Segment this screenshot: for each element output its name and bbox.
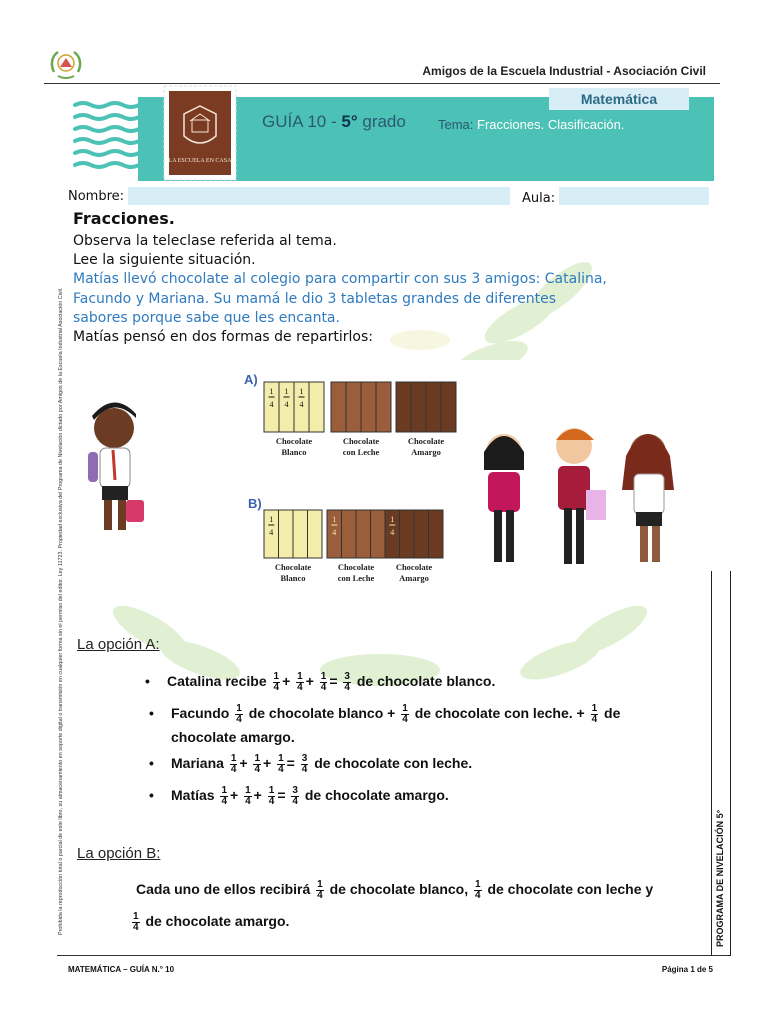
fraction-denominator: 4 [390, 528, 395, 537]
facundo-item-cont: chocolate amargo. [171, 729, 295, 745]
fraction-numerator: 1 [390, 515, 395, 524]
bar-label: Chocolate [395, 562, 433, 572]
option-a-title: La opción A: [77, 636, 160, 653]
option-b-text-cont: $\frac{1}{4}$ de chocolate amargo. [133, 911, 290, 933]
organization-name: Amigos de la Escuela Industrial - Asociación Civil [422, 64, 706, 78]
fraction-denominator: 4 [299, 400, 304, 409]
topic-label: Tema: [438, 117, 474, 132]
bar-label: Blanco [281, 447, 307, 457]
bullet: • [149, 705, 154, 721]
header-divider [44, 83, 720, 84]
story-line-3: sabores porque sabe que les encanta. [73, 310, 340, 326]
option-b-title: La opción B: [77, 845, 161, 862]
fraction-numerator: 1 [269, 515, 274, 524]
fraction-numerator: 1 [332, 515, 337, 524]
topic-text: Fracciones. Clasificación. [477, 117, 625, 132]
bar-label: Amargo [399, 573, 429, 583]
chocolate-figure [66, 360, 706, 592]
stamp-text: LA ESCUELA EN CASA [168, 158, 232, 164]
instruction-3: Matías pensó en dos formas de repartirlos: [73, 329, 373, 345]
school-logo [48, 50, 84, 80]
option-a-bars [264, 382, 456, 457]
aula-label: Aula: [522, 191, 556, 206]
bar-label: con Leche [342, 447, 380, 457]
section-heading: Fracciones. [73, 209, 175, 228]
topic [438, 117, 624, 132]
bullet: • [149, 787, 154, 803]
catalina-item: • Catalina recibe $\frac{1}{4}$ + $\frac{1}{4}$ + $\frac{1}{4}$ = $\frac{3}{4}$ de chocolate blanco. [145, 671, 496, 693]
footer-divider [57, 955, 727, 956]
guide-title: GUÍA 10 - 5° grado [262, 112, 406, 131]
footer-left: MATEMÁTICA – GUÍA N.° 10 [68, 965, 175, 974]
fraction-numerator: 1 [284, 387, 289, 396]
option-a-label: A) [244, 372, 258, 387]
bar-label: con Leche [337, 573, 375, 583]
friends-illustration [484, 428, 674, 564]
bullet: • [149, 755, 154, 771]
fraction-denominator: 4 [269, 400, 274, 409]
page-number: Página 1 de 5 [661, 965, 713, 974]
instruction-1: Observa la teleclase referida al tema. [73, 233, 337, 249]
fraction-denominator: 4 [284, 400, 289, 409]
bar-label: Chocolate [407, 436, 445, 446]
fraction-denominator: 4 [269, 528, 274, 537]
option-b-bars [264, 510, 443, 583]
bar-label: Chocolate [337, 562, 375, 572]
fraction-numerator: 1 [299, 387, 304, 396]
subject-label: Matemática [549, 88, 689, 110]
fraction-denominator: 4 [332, 528, 337, 537]
wave-decoration [70, 97, 170, 181]
program-frame: PROGRAMA DE NIVELACIÓN 5° [711, 571, 731, 956]
instruction-2: Lee la siguiente situación. [73, 252, 256, 268]
fraction-numerator: 1 [269, 387, 274, 396]
school-stamp [162, 84, 238, 182]
bar-label: Blanco [280, 573, 306, 583]
story-line-2: Facundo y Mariana. Su mamá le dio 3 tabletas grandes de diferentes [73, 291, 557, 307]
option-b-text: Cada uno de ellos recibirá $\frac{1}{4}$ de chocolate blanco, $\frac{1}{4}$ de chocolate con leche y [136, 879, 654, 901]
story-line-1: Matías llevó chocolate al colegio para compartir con sus 3 amigos: Catalina, [73, 271, 607, 287]
name-label: Nombre: [68, 189, 125, 204]
bar-label: Chocolate [342, 436, 380, 446]
bar-label: Chocolate [275, 436, 313, 446]
matias-item: • Matías $\frac{1}{4}$ + $\frac{1}{4}$ + $\frac{1}{4}$ = $\frac{3}{4}$ de chocolate amargo. [149, 785, 449, 807]
bar-label: Amargo [411, 447, 441, 457]
copyright-note: Prohibida la reproducción total o parcial de este libro, su almacenamiento en soporte digital o transmisión en cualquier forma sin el permiso del editor. Ley 11723. Propiedad exclusiva del Programa de Nivelación dictado por Amigos de la Escuela Industrial Asociación Civil. [58, 287, 64, 935]
bullet: • [145, 673, 150, 689]
facundo-item: • Facundo $\frac{1}{4}$ de chocolate blanco + $\frac{1}{4}$ de chocolate con leche. + $\frac{1}{4}$ de [149, 703, 621, 725]
option-b-label: B) [248, 496, 262, 511]
bar-label: Chocolate [274, 562, 312, 572]
mariana-item: • Mariana $\frac{1}{4}$ + $\frac{1}{4}$ + $\frac{1}{4}$ = $\frac{3}{4}$ de chocolate con leche. [149, 753, 473, 775]
